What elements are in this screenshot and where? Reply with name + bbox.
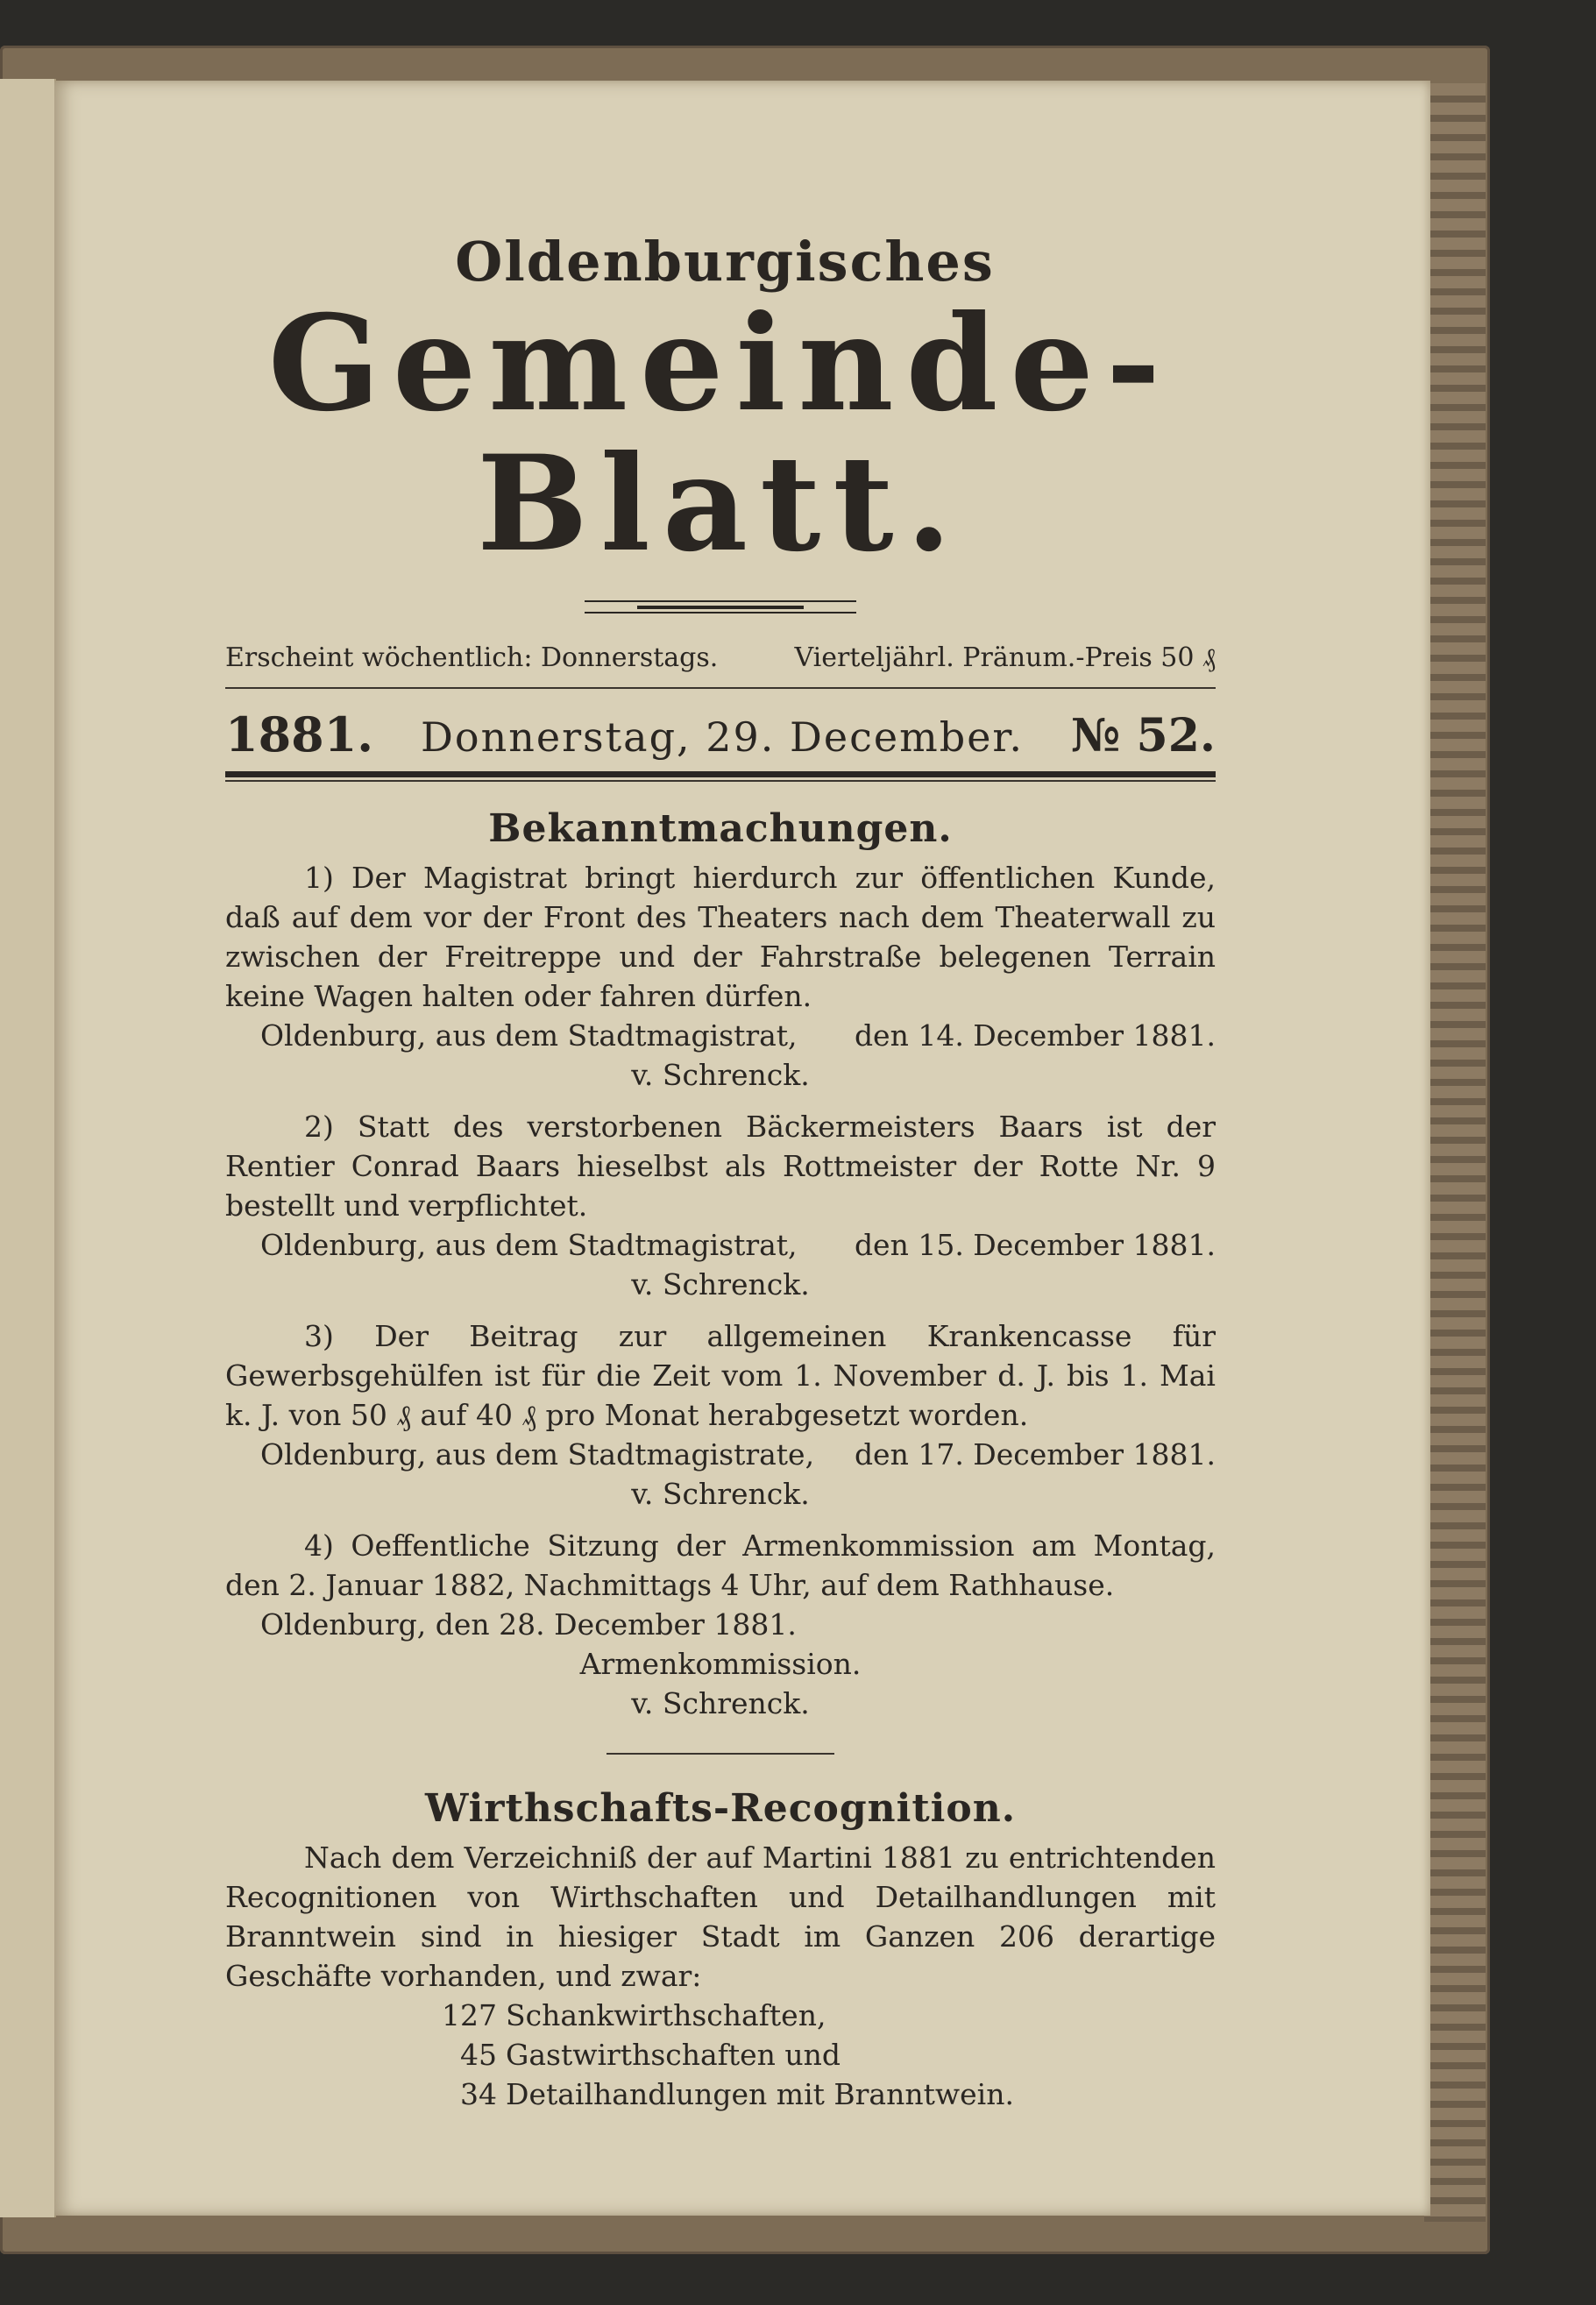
notice-signature: v. Schrenck. bbox=[631, 1686, 810, 1720]
masthead-subtitle: Oldenburgisches bbox=[455, 230, 995, 294]
notice-text: 3) Der Beitrag zur allgemeinen Krankencasse für Gewerbsgehülfen ist für die Zeit vom 1. November d. J. bis 1. Mai k. J. von 50 ₰ auf 40 ₰ pro Monat herabgesetzt worden. bbox=[225, 1319, 1216, 1432]
publication-info bbox=[225, 642, 1216, 673]
section-heading-recognition: Wirthschafts-Recognition. bbox=[424, 1786, 1017, 1831]
notice-place: Oldenburg, den 28. December 1881. bbox=[260, 1607, 797, 1642]
recognition-list bbox=[225, 1996, 1216, 2114]
publication-schedule: Erscheint wöchentlich: Donnerstags. bbox=[225, 642, 719, 673]
notice-authority: Armenkommission. bbox=[579, 1647, 862, 1681]
newspaper-page bbox=[54, 81, 1430, 2216]
list-item: 45 Gastwirthschaften und bbox=[460, 2038, 841, 2072]
header-rule bbox=[225, 771, 1216, 777]
section-heading-announcements: Bekanntmachungen. bbox=[488, 806, 953, 851]
notice-place: Oldenburg, aus dem Stadtmagistrate, den 17. December 1881. bbox=[260, 1437, 1216, 1472]
notice-signature: v. Schrenck. bbox=[631, 1477, 810, 1511]
notice-text: 2) Statt des verstorbenen Bäckermeisters Baars ist der Rentier Conrad Baars hieselbst als Rottmeister der Rotte Nr. 9 bestellt und verpflichtet. bbox=[225, 1110, 1216, 1223]
list-item: 127 Schankwirthschaften, bbox=[442, 1998, 826, 2032]
notice-signature: v. Schrenck. bbox=[631, 1267, 810, 1301]
masthead-ornament bbox=[585, 599, 856, 614]
notice-signature: v. Schrenck. bbox=[631, 1058, 810, 1092]
masthead-title: Gemeinde-Blatt. bbox=[267, 287, 1174, 581]
subscription-price: Vierteljährl. Pränum.-Preis 50 ₰ bbox=[794, 642, 1216, 673]
section-divider bbox=[606, 1753, 834, 1755]
dateline bbox=[225, 706, 1216, 762]
header-rule-thin bbox=[225, 780, 1216, 782]
notice-place: Oldenburg, aus dem Stadtmagistrat, den 14. December 1881. bbox=[260, 1018, 1216, 1053]
notice-3 bbox=[225, 1316, 1216, 1514]
notice-1 bbox=[225, 858, 1216, 1095]
notice-place: Oldenburg, aus dem Stadtmagistrat, den 15. December 1881. bbox=[260, 1228, 1216, 1262]
page-content bbox=[225, 230, 1216, 2114]
notice-text: 1) Der Magistrat bringt hierdurch zur öffentlichen Kunde, daß auf dem vor der Front des Theaters nach dem Theaterwall zu zwischen der Freitreppe und der Fahrstraße belegenen Terrain keine Wagen halten oder fahren dürfen. bbox=[225, 861, 1216, 1013]
issue-date: Donnerstag, 29. December. bbox=[421, 713, 1024, 761]
notice-text: 4) Oeffentliche Sitzung der Armenkommission am Montag, den 2. Januar 1882, Nachmittags 4 Uhr, auf dem Rathhause. bbox=[225, 1528, 1216, 1602]
divider-line bbox=[225, 687, 1216, 689]
book-edge bbox=[1424, 83, 1486, 2222]
previous-page-edge bbox=[0, 79, 56, 2217]
notice-4 bbox=[225, 1526, 1216, 1723]
issue-number: № 52. bbox=[1070, 709, 1216, 762]
issue-year: 1881. bbox=[225, 706, 374, 762]
recognition-text: Nach dem Verzeichniß der auf Martini 1881 zu entrichtenden Recognitionen von Wirthschaften und Detailhandlungen mit Branntwein sind in hiesiger Stadt im Ganzen 206 derartige Geschäfte vorhanden, und zwar: bbox=[225, 1840, 1216, 1993]
notice-2 bbox=[225, 1107, 1216, 1304]
list-item: 34 Detailhandlungen mit Branntwein. bbox=[460, 2077, 1014, 2111]
